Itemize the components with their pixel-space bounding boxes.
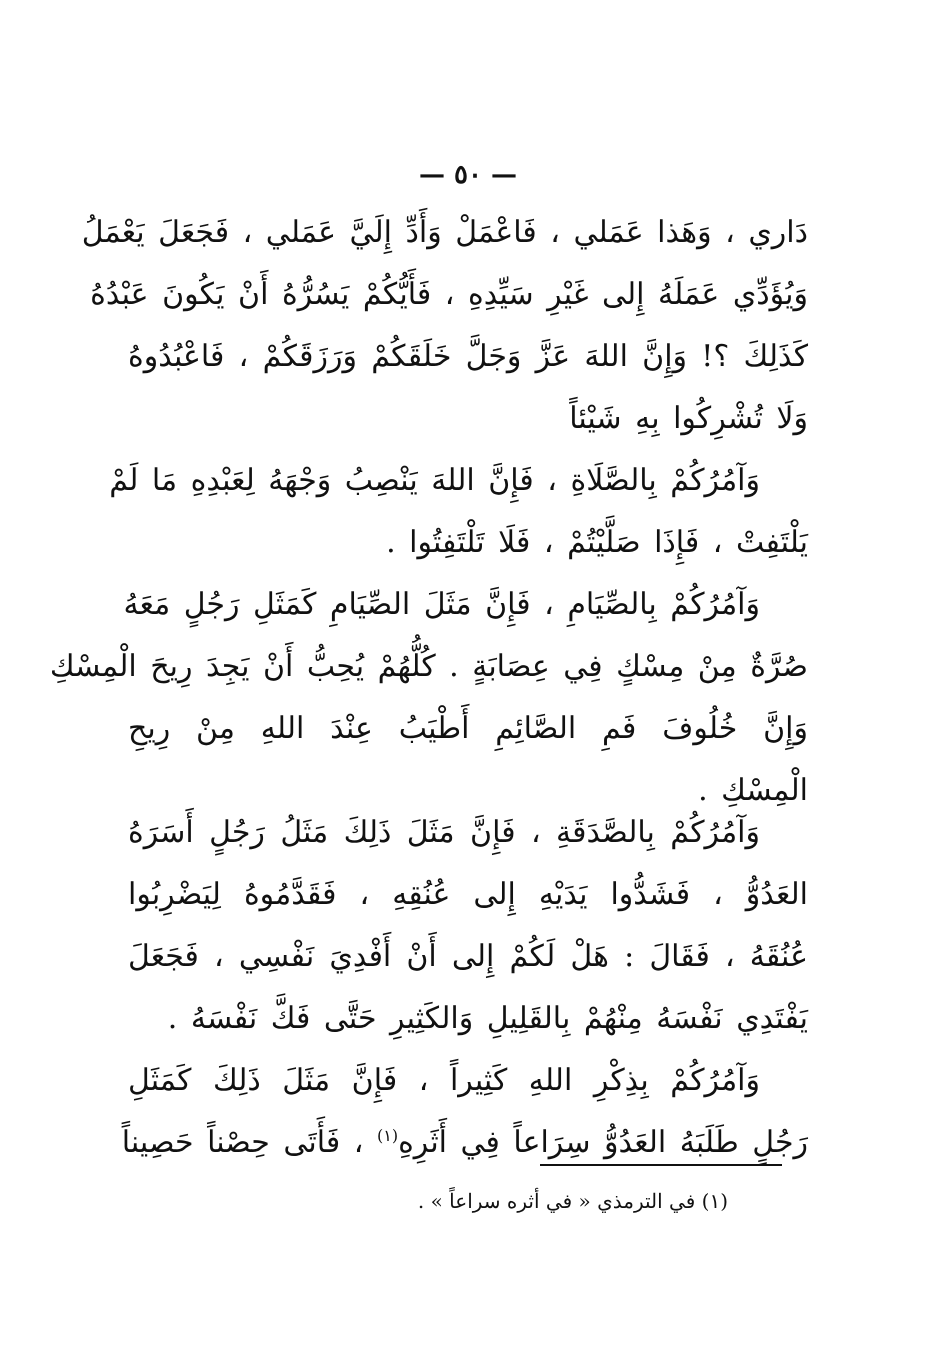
text-line: وَآمُرُكُمْ بِالصِّيَامِ ، فَإِنَّ مَثَلَ الصِّيَامِ كَمَثَلِ رَجُلٍ مَعَهُ xyxy=(123,587,760,622)
text-segment: رَجُلٍ طَلَبَهُ العَدُوُّ سِرَاعاً فِي أَثَرِهِ xyxy=(398,1125,808,1160)
text-line: وَآمُرُكُمْ بِذِكْرِ اللهِ كَثِيراً ، فَإِنَّ مَثَلَ ذَلِكَ كَمَثَلِ xyxy=(128,1063,760,1098)
paragraph-1 xyxy=(81,202,808,450)
footnote-reference[interactable]: (١) xyxy=(376,1126,399,1145)
paragraph-2 xyxy=(109,450,808,574)
text-line: صُرَّةٌ مِنْ مِسْكٍ فِي عِصَابَةٍ . كُلُّهُمْ يُحِبُّ أَنْ يَجِدَ رِيحَ الْمِسْكِ xyxy=(49,649,808,684)
text-line: يَلْتَفِتْ ، فَإِذَا صَلَّيْتُمْ ، فَلَا تَلْتَفِتُوا . xyxy=(386,525,808,560)
text-line: وَآمُرُكُمْ بِالصَّلَاةِ ، فَإِنَّ اللهَ يَنْصِبُ وَجْهَهُ لِعَبْدِهِ مَا لَمْ xyxy=(109,463,760,498)
text-line: وَإِنَّ خُلُوفَ فَمِ الصَّائِمِ أَطْيَبُ عِنْدَ اللهِ مِنْ رِيحِ xyxy=(128,711,808,746)
paragraph-3 xyxy=(49,574,808,822)
text-line: دَاري ، وَهَذا عَمَلي ، فَاعْمَلْ وَأَدِّ إِلَيَّ عَمَلي ، فَجَعَلَ يَعْمَلُ xyxy=(81,215,808,250)
footnote-divider xyxy=(540,1164,782,1166)
text-line: عُنُقَهُ ، فَقَالَ : هَلْ لَكُمْ إِلى أَنْ أَفْدِيَ نَفْسِي ، فَجَعَلَ xyxy=(128,939,808,974)
text-line: وَيُؤَدِّي عَمَلَهُ إِلى غَيْرِ سَيِّدِهِ ، فَأَيُّكُمْ يَسُرُّهُ أَنْ يَكُونَ عَبْدُهُ xyxy=(90,277,808,312)
text-line: وَلَا تُشْرِكُوا بِهِ شَيْئاً xyxy=(569,401,808,436)
page-number: — ٥٠ — xyxy=(418,160,518,190)
paragraph-4 xyxy=(128,802,808,1050)
text-line: الْمِسْكِ . xyxy=(698,773,808,808)
text-line: يَفْتَدِي نَفْسَهُ مِنْهُمْ بِالقَلِيلِ وَالكَثِيرِ حَتَّى فَكَّ نَفْسَهُ . xyxy=(167,1001,808,1036)
text-line: وَآمُرُكُمْ بِالصَّدَقَةِ ، فَإِنَّ مَثَلَ ذَلِكَ مَثَلُ رَجُلٍ أَسَرَهُ xyxy=(128,815,760,850)
paragraph-5 xyxy=(121,1050,808,1174)
text-segment: ، فَأَتَى حِصْناً حَصِيناً xyxy=(121,1125,364,1160)
footnote: (١) في الترمذي « في أثره سراعاً » . xyxy=(417,1189,728,1213)
text-line: العَدُوُّ ، فَشَدُّوا يَدَيْهِ إِلى عُنُقِهِ ، فَقَدَّمُوهُ لِيَضْرِبُوا xyxy=(128,877,808,912)
text-line: كَذَلِكَ ؟! وَإِنَّ اللهَ عَزَّ وَجَلَّ خَلَقَكُمْ وَرَزَقَكُمْ ، فَاعْبُدُوهُ xyxy=(128,339,808,374)
